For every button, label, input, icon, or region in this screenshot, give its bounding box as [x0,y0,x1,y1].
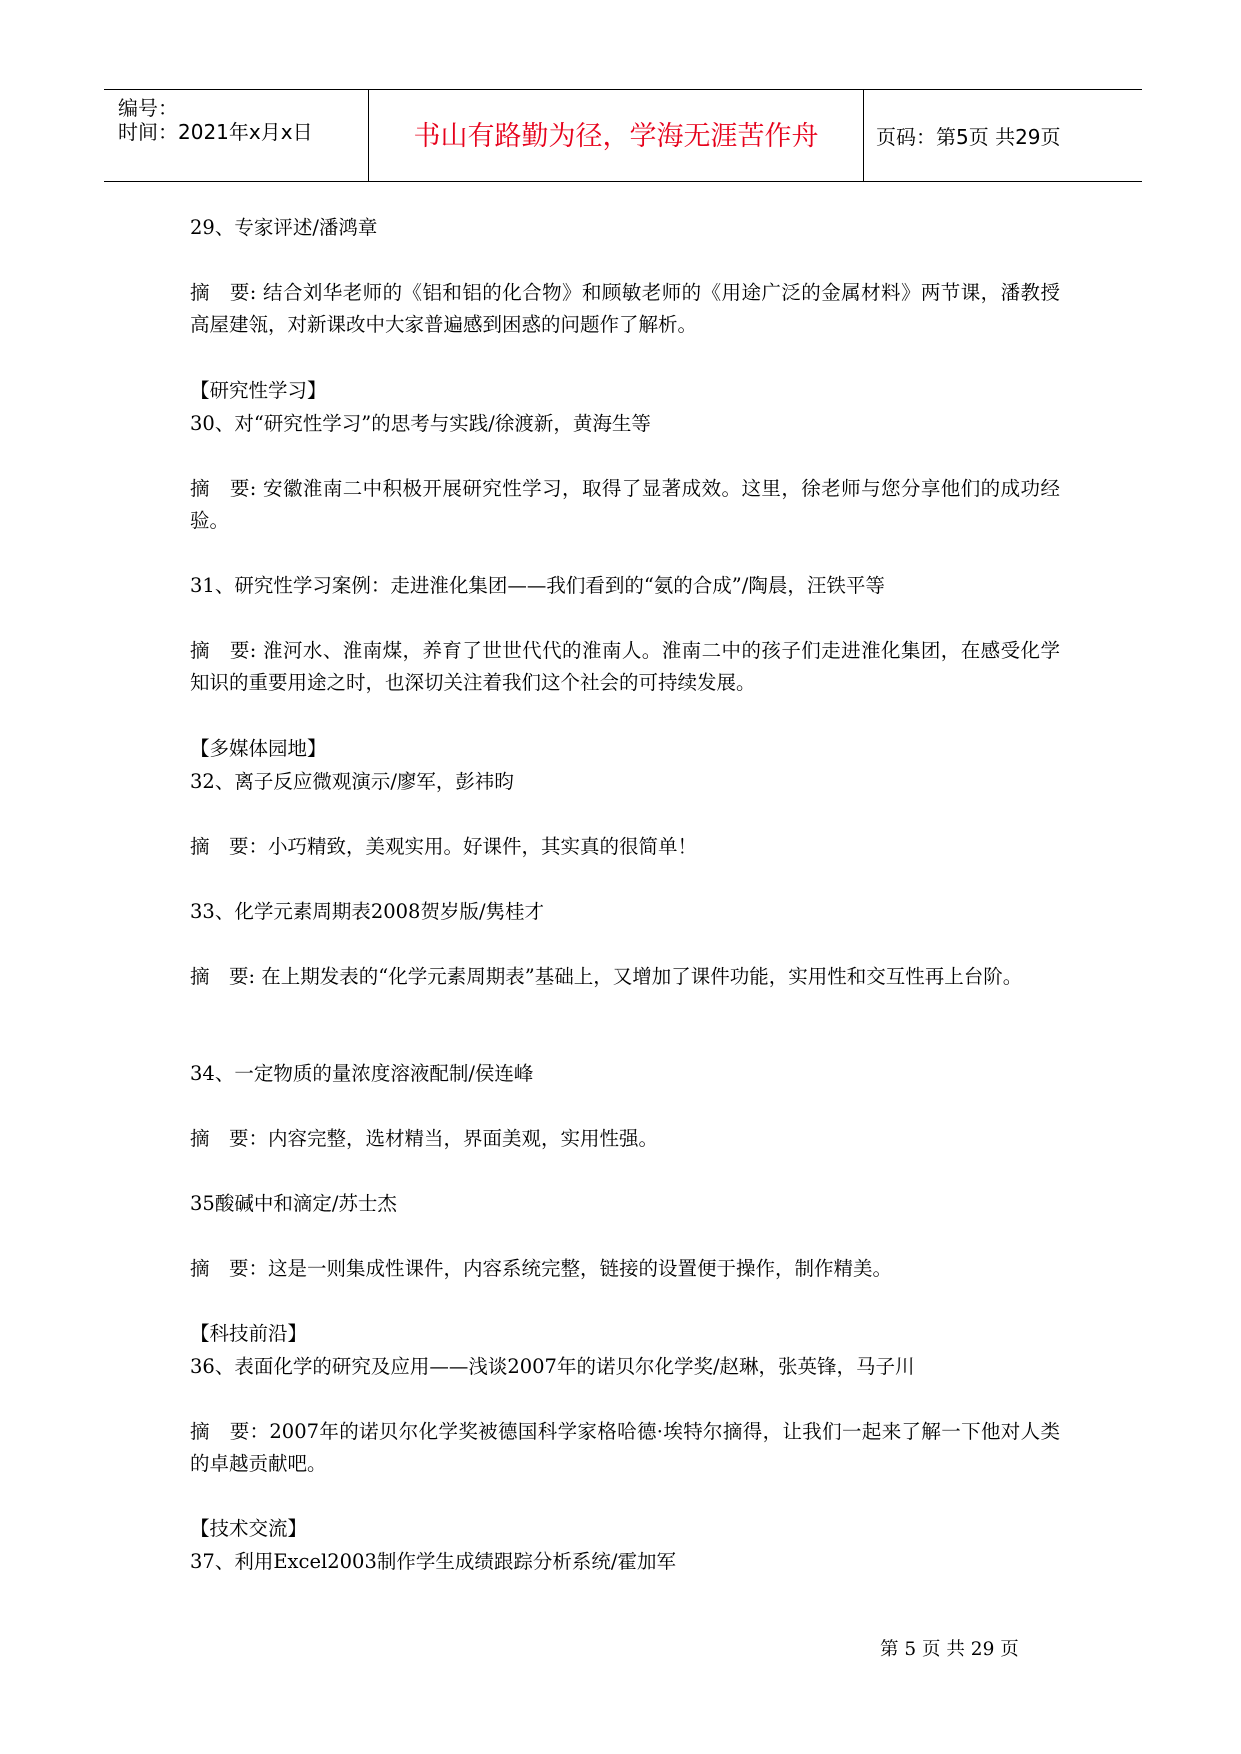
header-page-label: 页码：第5页 共29页 [876,125,1061,149]
entry-title: 33、化学元素周期表2008贺岁版/隽桂才 [190,900,545,923]
entry-abstract: 摘 要：小巧精致，美观实用。好课件，其实真的很简单！ [190,835,698,858]
entry-title: 31、研究性学习案例：走进淮化集团——我们看到的“氨的合成”/陶晨，汪铁平等 [190,574,885,597]
section-heading: 【多媒体园地】 [190,737,327,760]
entry-title: 37、利用Excel2003制作学生成绩跟踪分析系统/霍加军 [190,1550,676,1573]
entry-abstract: 摘 要: 安徽淮南二中积极开展研究性学习，取得了显著成效。这里，徐老师与您分享他们的成功经验。 [190,477,1060,532]
entry-abstract: 摘 要: 在上期发表的“化学元素周期表”基础上，又增加了课件功能，实用性和交互性再上台阶。 [190,965,1023,988]
entry-abstract: 摘 要: 淮河水、淮南煤，养育了世世代代的淮南人。淮南二中的孩子们走进淮化集团，在感受化学知识的重要用途之时，也深切关注着我们这个社会的可持续发展。 [190,639,1060,694]
page-header [104,89,1142,182]
entry-abstract: 摘 要: 结合刘华老师的《铝和铝的化合物》和顾敏老师的《用途广泛的金属材料》两节课，潘教授高屋建瓴，对新课改中大家普遍感到困惑的问题作了解析。 [190,281,1060,336]
entry-title: 30、对“研究性学习”的思考与实践/徐渡新，黄海生等 [190,412,651,435]
entry-abstract: 摘 要：这是一则集成性课件，内容系统完整，链接的设置便于操作，制作精美。 [190,1257,893,1280]
entry-title: 29、专家评述/潘鸿章 [190,216,378,239]
time-label: 时间：2021年x月x日 [118,120,313,144]
entry-abstract: 摘 要：内容完整，选材精当，界面美观，实用性强。 [190,1127,659,1150]
page-footer-number: 第 5 页 共 29 页 [880,1639,1019,1660]
entry-title: 35酸碱中和滴定/苏士杰 [190,1192,397,1215]
entry-title: 34、一定物质的量浓度溶液配制/侯连峰 [190,1062,534,1085]
section-heading: 【研究性学习】 [190,379,327,402]
entry-title: 36、表面化学的研究及应用——浅谈2007年的诺贝尔化学奖/赵琳，张英锋，马子川 [190,1355,915,1378]
section-heading: 【科技前沿】 [190,1322,308,1345]
entry-abstract: 摘 要：2007年的诺贝尔化学奖被德国科学家格哈德·埃特尔摘得，让我们一起来了解一下他对人类的卓越贡献吧。 [190,1420,1060,1475]
entry-title: 32、离子反应微观演示/廖军，彭祎昀 [190,770,514,793]
section-heading: 【技术交流】 [190,1517,308,1540]
header-right-cell [864,90,1142,181]
header-middle-cell [369,90,864,181]
number-label: 编号： [118,96,178,120]
header-left-cell [104,90,369,181]
header-motto: 书山有路勤为径，学海无涯苦作舟 [413,121,819,152]
